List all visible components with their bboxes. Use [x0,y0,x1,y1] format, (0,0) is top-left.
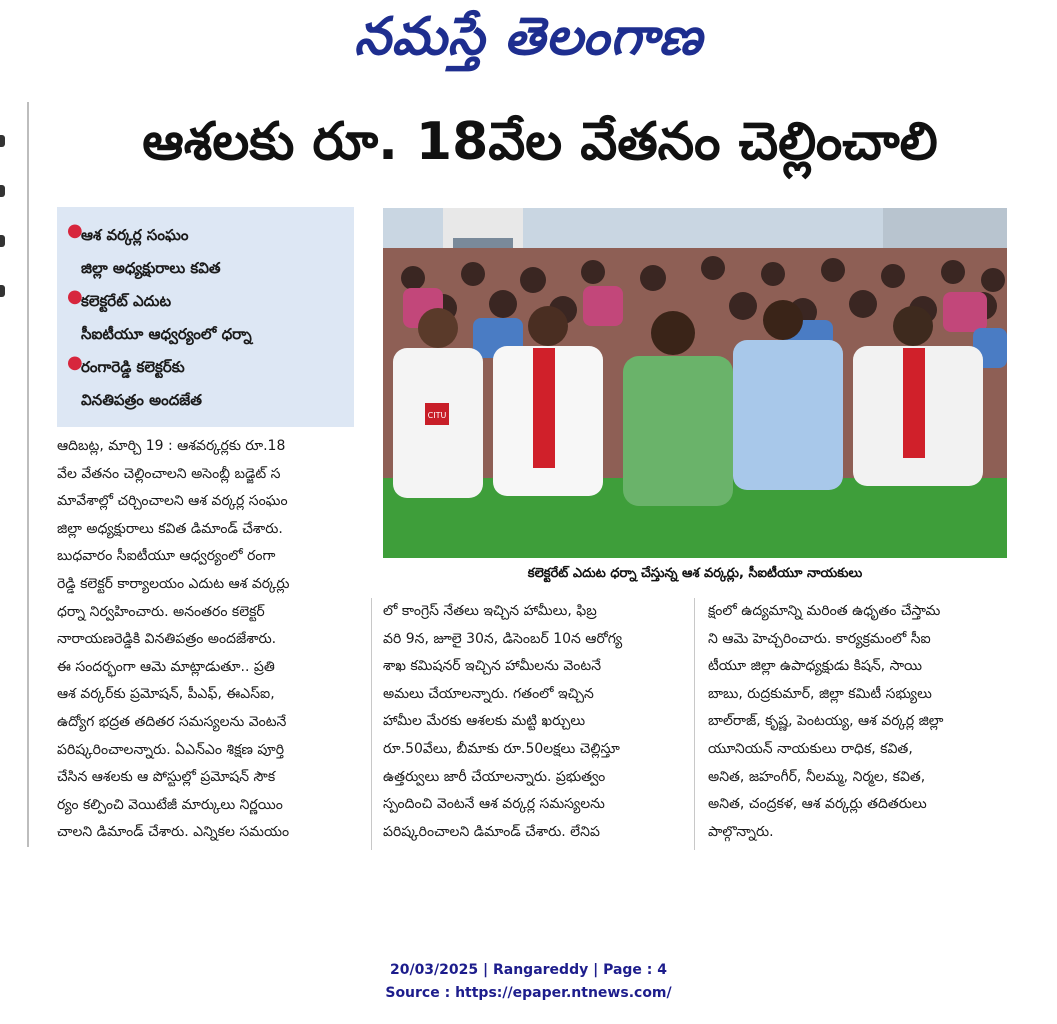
article-line: ర్యం కల్పించి వెయిటేజీ మార్కులు నిర్ణయిం [57,796,283,813]
summary-line: జిల్లా అధ్యక్షురాలు కవిత [81,259,221,277]
article-line: ఆదిబట్ల, మార్చి 19 : ఆశవర్కర్లకు రూ.18 [57,438,286,454]
article-column-2 [383,598,683,846]
article-line: రూ.50వేలు, బీమాకు రూ.50లక్షలు చెల్లిస్తూ [383,740,620,757]
summary-box [57,207,354,427]
article-line: పాల్గొన్నారు. [708,823,774,840]
article-headline: ఆశలకు రూ. 18వేల వేతనం చెల్లించాలి [142,112,938,172]
footer-date-line: 20/03/2025 | Rangareddy | Page : 4 [389,962,668,978]
article-line: ఆశ వర్కర్‌కు ప్రమోషన్, పీఎఫ్, ఈఎస్ఐ, [57,686,275,703]
article-line: స్పందించి వెంటనే ఆశ వర్కర్ల సమస్యలను [383,796,605,813]
article-line: క్షంలో ఉద్యమాన్ని మరింత ఉధృతం చేస్తామ [708,603,941,619]
column-divider [694,598,695,850]
article-line: మావేశాల్లో చర్చించాలని ఆశ వర్కర్ల సంఘం [57,493,288,510]
protest-photo [383,208,1007,558]
article-line: ధర్నా నిర్వహించారు. అనంతరం కలెక్టర్ [57,603,265,620]
summary-item [57,219,354,285]
article-line: ని ఆమె హెచ్చరించారు. కార్యక్రమంలో సీఐ [708,630,931,647]
protest-photo-illustration [383,208,1007,558]
photo-caption: కలెక్టరేట్ ఎదుట ధర్నా చేస్తున్న ఆశ వర్కర్లు, సీఐటీయూ నాయకులు [527,566,863,581]
footer-source-link[interactable]: Source : https://epaper.ntnews.com/ [385,985,672,1001]
article-line: అమలు చేయాలన్నారు. గతంలో ఇచ్చిన [383,685,594,702]
bullet-icon: ● [67,220,83,241]
article-line: బుధవారం సీఐటీయూ ఆధ్వర్యంలో రంగా [57,548,276,565]
left-column-rule [27,102,29,847]
article-line: పరిష్కరించాలని డిమాండ్ చేశారు. లేనిప [383,823,600,840]
article-line: ఉత్తర్వులు జారీ చేయాలన్నారు. ప్రభుత్వం [383,768,606,785]
article-column-3 [708,598,1008,846]
article-line: బాబు, రుద్రకుమార్, జిల్లా కమిటీ సభ్యులు [708,685,932,702]
article-line: వేల వేతనం చెల్లించాలని అసెంబ్లీ బడ్జెట్ స [57,465,281,482]
article-line: జిల్లా అధ్యక్షురాలు కవిత డిమాండ్ చేశారు. [57,520,283,537]
column-divider [371,598,372,850]
article-line: చేసిన ఆశలకు ఆ పోస్టుల్లో ప్రమోషన్ సౌక [57,769,276,786]
article-line: టీయూ జిల్లా ఉపాధ్యక్షుడు కిషన్, సాయి [708,658,923,675]
bullet-icon: ● [67,286,83,307]
citu-badge: CITU [427,411,447,420]
article-line: అనిత, జహంగీర్, నీలమ్మ, నిర్మల, కవిత, [708,768,926,785]
article-line: శాఖ కమిషనర్ ఇచ్చిన హామీలను వెంటనే [383,658,602,675]
article-line: ఈ సందర్భంగా ఆమె మాట్లాడుతూ.. ప్రతి [57,658,275,675]
article-line: నారాయణరెడ్డికి వినతిపత్రం అందజేశారు. [57,631,277,648]
article-line: యూనియన్ నాయకులు రాధిక, కవిత, [708,740,913,757]
article-line: పరిష్కరించాలన్నారు. ఏఎన్ఎం శిక్షణ పూర్తి [57,741,285,758]
article-line: రెడ్డి కలెక్టర్ కార్యాలయం ఎదుట ఆశ వర్కర్లు [57,575,290,592]
article-line: ఉద్యోగ భద్రత తదితర సమస్యలను వెంటనే [57,713,287,730]
page-edge-marks [0,135,6,335]
summary-item [57,351,354,417]
newspaper-masthead: నమస్తే తెలంగాణ [354,6,703,67]
article-line: హామీల మేరకు ఆశలకు మట్టి ఖర్చులు [383,713,586,730]
summary-line: ఆశ వర్కర్ల సంఘం [81,226,189,244]
summary-line: వినతిపత్రం అందజేత [81,391,202,409]
summary-line: రంగారెడ్డి కలెక్టర్‌కు [81,358,185,376]
article-line: చాలని డిమాండ్ చేశారు. ఎన్నికల సమయం [57,824,290,841]
summary-item [57,285,354,351]
article-column-1 [57,433,357,847]
article-line: వరి 9న, జూలై 30న, డిసెంబర్ 10న ఆరోగ్య [383,630,623,647]
article-line: అనిత, చంద్రకళ, ఆశ వర్కర్లు తదితరులు [708,796,927,813]
bullet-icon: ● [67,352,83,373]
summary-line: కలెక్టరేట్ ఎదుట [81,292,172,310]
article-line: బాల్‌రాజ్, కృష్ణ, పెంటయ్య, ఆశ వర్కర్ల జిల్లా [708,713,944,730]
article-line: లో కాంగ్రెస్ నేతలు ఇచ్చిన హామీలు, ఫిబ్ర [383,603,597,619]
summary-line: సీఐటీయూ ఆధ్వర్యంలో ధర్నా [81,325,252,343]
